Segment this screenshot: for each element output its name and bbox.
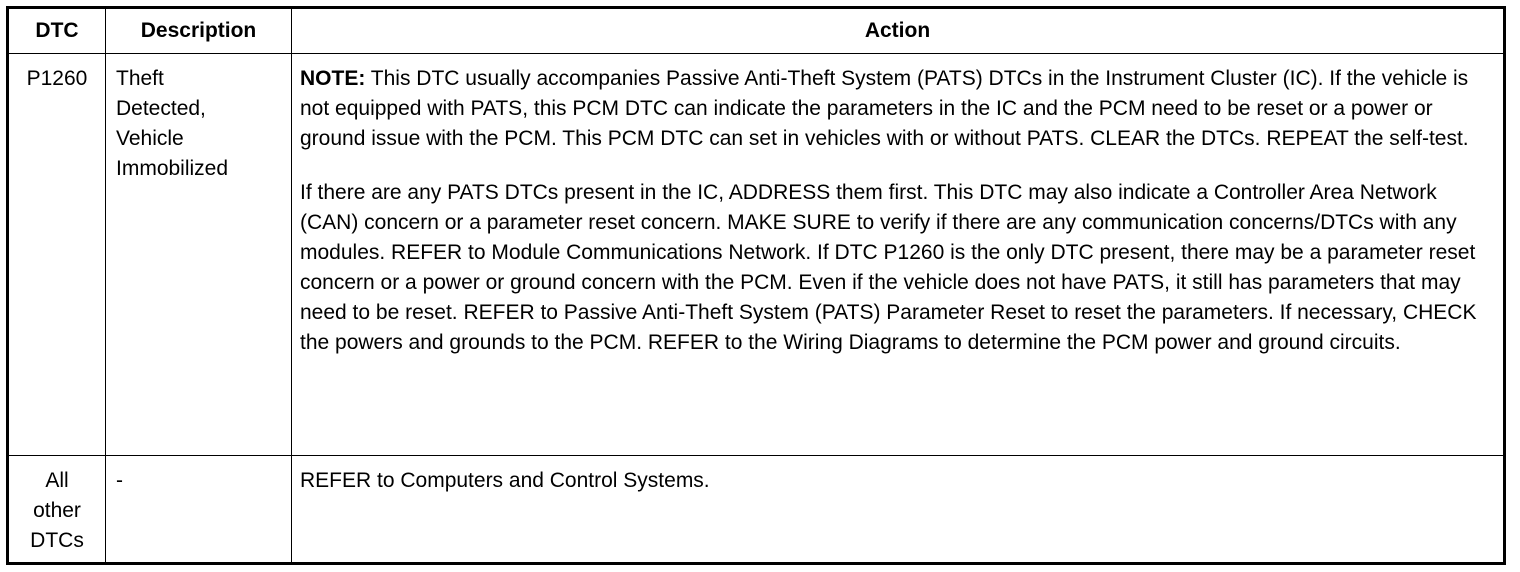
- table-row: [8, 456, 1505, 564]
- description-cell: Theft Detected, Vehicle Immobilized: [106, 54, 292, 456]
- table-body: [8, 54, 1505, 564]
- table-row: [8, 54, 1505, 456]
- header-dtc: DTC: [8, 8, 106, 54]
- dtc-code-cell: All other DTCs: [8, 456, 106, 564]
- dtc-code-cell: P1260: [8, 54, 106, 456]
- note-label: NOTE:: [300, 67, 366, 90]
- action-cell: [292, 54, 1505, 456]
- description-cell: -: [106, 456, 292, 564]
- header-action: Action: [292, 8, 1505, 54]
- action-note-paragraph: [300, 64, 1495, 154]
- action-paragraph: If there are any PATS DTCs present in the IC, ADDRESS them first. This DTC may also indicate a Controller Area Network (CAN) concern or a parameter reset concern. MAKE SURE to verify if there are any communication concerns/DTCs with any modules. REFER to Module Communications Network. If DTC P1260 is the only DTC present, there may be a parameter reset concern or a power or ground concern with the PCM. Even if the vehicle does not have PATS, it still has parameters that may need to be reset. REFER to Passive Anti-Theft System (PATS) Parameter Reset to reset the parameters. If necessary, CHECK the powers and grounds to the PCM. REFER to the Wiring Diagrams to determine the PCM power and ground circuits.: [300, 181, 1477, 354]
- table-header: [8, 8, 1505, 54]
- note-text: This DTC usually accompanies Passive Anti-Theft System (PATS) DTCs in the Instrument Cluster (IC). If the vehicle is not equipped with PATS, this PCM DTC can indicate the parameters in the IC and the PCM need to be reset or a power or ground issue with the PCM. This PCM DTC can set in vehicles with or without PATS. CLEAR the DTCs. REPEAT the self-test.: [300, 67, 1469, 150]
- header-description: Description: [106, 8, 292, 54]
- action-cell: REFER to Computers and Control Systems.: [292, 456, 1505, 564]
- dtc-table: [6, 6, 1506, 565]
- header-row: [8, 8, 1505, 54]
